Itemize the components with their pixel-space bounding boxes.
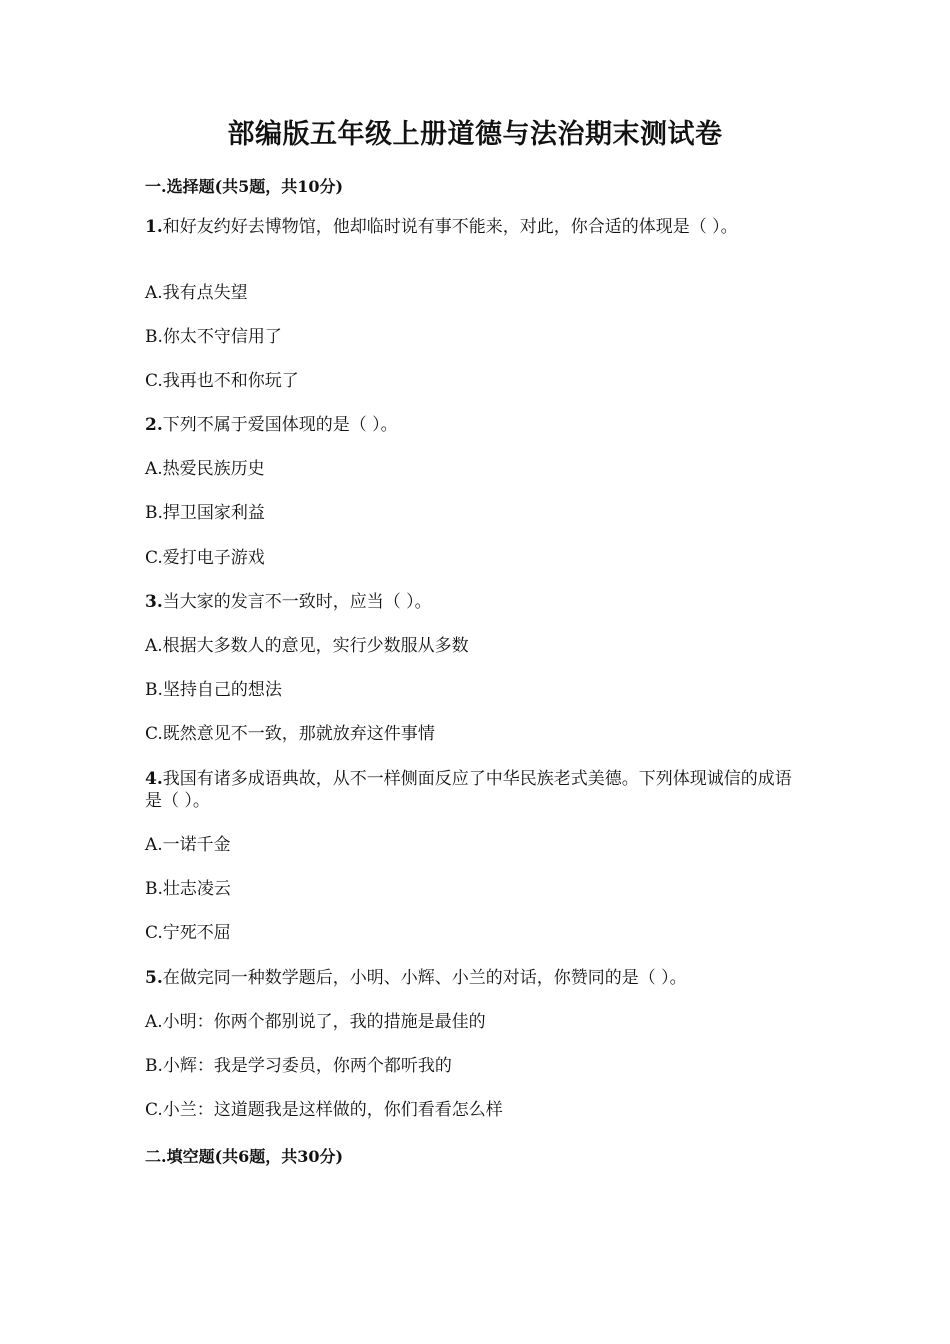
question-number: 5. bbox=[145, 968, 163, 988]
question-number: 2. bbox=[145, 415, 163, 435]
question-3-option-c: C.既然意见不一致，那就放弃这件事情 bbox=[145, 724, 435, 744]
question-4-option-a: A.一诺千金 bbox=[145, 835, 231, 855]
question-2 bbox=[145, 414, 800, 436]
question-text: 在做完同一种数学题后，小明、小辉、小兰的对话，你赞同的是（ ）。 bbox=[162, 968, 687, 988]
question-3-option-b: B.坚持自己的想法 bbox=[145, 680, 282, 700]
question-3-option-a: A.根据大多数人的意见，实行少数服从多数 bbox=[145, 636, 469, 656]
question-text: 和好友约好去博物馆，他却临时说有事不能来，对此，你合适的体现是（ ）。 bbox=[162, 217, 738, 237]
question-3 bbox=[145, 591, 800, 613]
question-2-option-b: B.捍卫国家利益 bbox=[145, 503, 265, 523]
question-5-option-c: C.小兰：这道题我是这样做的，你们看看怎么样 bbox=[145, 1100, 503, 1120]
question-1 bbox=[145, 216, 800, 238]
section-heading-choice: 一.选择题(共5题，共10分) bbox=[145, 177, 344, 196]
question-number: 1. bbox=[145, 217, 163, 237]
question-text: 我国有诸多成语典故，从不一样侧面反应了中华民族老式美德。下列体现诚信的成语是（ ）。 bbox=[145, 769, 792, 811]
question-text: 下列不属于爱国体现的是（ ）。 bbox=[162, 415, 398, 435]
question-text: 当大家的发言不一致时，应当（ ）。 bbox=[162, 592, 432, 612]
question-5-option-b: B.小辉：我是学习委员，你两个都听我的 bbox=[145, 1056, 452, 1076]
question-number: 4. bbox=[145, 769, 163, 789]
question-1-option-c: C.我再也不和你玩了 bbox=[145, 371, 299, 391]
question-2-option-c: C.爱打电子游戏 bbox=[145, 548, 265, 568]
question-2-option-a: A.热爱民族历史 bbox=[145, 459, 265, 479]
question-1-option-a: A.我有点失望 bbox=[145, 283, 248, 303]
question-number: 3. bbox=[145, 592, 163, 612]
question-4 bbox=[145, 768, 800, 812]
page-title: 部编版五年级上册道德与法治期末测试卷 bbox=[227, 119, 723, 150]
question-4-option-b: B.壮志凌云 bbox=[145, 879, 231, 899]
question-4-option-c: C.宁死不屈 bbox=[145, 923, 231, 943]
question-5-option-a: A.小明：你两个都别说了，我的措施是最佳的 bbox=[145, 1012, 486, 1032]
section-heading-fill-in: 二.填空题(共6题，共30分) bbox=[145, 1147, 344, 1166]
question-5 bbox=[145, 967, 800, 989]
question-1-option-b: B.你太不守信用了 bbox=[145, 327, 282, 347]
